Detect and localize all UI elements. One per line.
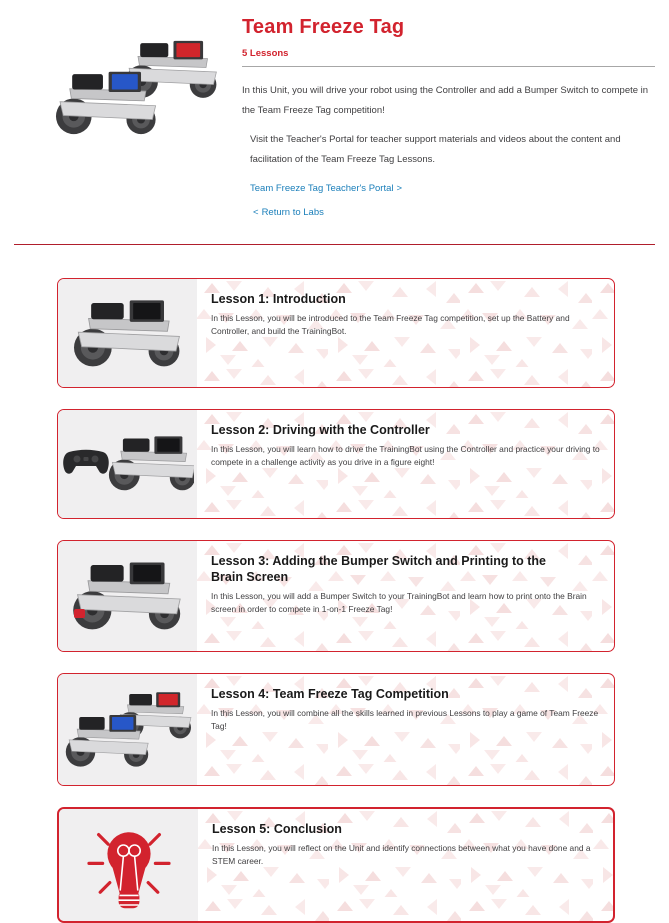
lesson-description: In this Lesson, you will add a Bumper Switch to your TrainingBot and learn how to print onto the Brain screen in order to compete in 1-on-1 Freeze Tag!	[211, 591, 587, 614]
lesson-title: Lesson 5: Conclusion	[212, 821, 342, 836]
header-divider	[242, 66, 655, 67]
controller-and-robot-illustration	[62, 424, 194, 504]
lesson-2-content	[197, 410, 607, 518]
lesson-card-5[interactable]	[57, 807, 615, 923]
unit-header-text	[242, 0, 655, 218]
lesson-card-1[interactable]	[57, 278, 615, 388]
return-to-labs-link[interactable]	[250, 207, 324, 218]
lesson-5-content	[198, 809, 608, 921]
lesson-title: Lesson 4: Team Freeze Tag Competition	[211, 686, 449, 701]
lesson-5-image	[59, 809, 198, 921]
lesson-description: In this Lesson, you will reflect on the Unit and identify connections between what you have done and a STEM career.	[212, 843, 591, 866]
trainingbot-illustration	[68, 290, 188, 376]
teacher-portal-link-label: Team Freeze Tag Teacher's Portal	[250, 182, 394, 194]
lesson-title: Lesson 3: Adding the Bumper Switch and Printing to the Brain Screen	[211, 553, 546, 584]
lightbulb-icon	[81, 817, 177, 913]
lesson-4-content	[197, 674, 607, 785]
bumper-switch-part	[74, 609, 85, 618]
two-robots-illustration	[48, 28, 228, 146]
section-divider	[14, 244, 655, 245]
lesson-2-image	[58, 410, 197, 518]
robot-with-bumper-illustration	[67, 552, 189, 640]
lesson-list	[57, 278, 615, 923]
page-title: Team Freeze Tag	[242, 16, 405, 38]
lesson-title: Lesson 1: Introduction	[211, 291, 346, 306]
lesson-3-content	[197, 541, 607, 651]
lesson-count-label: 5 Lessons	[242, 48, 289, 59]
teacher-portal-link[interactable]	[250, 183, 405, 194]
lesson-1-image	[58, 279, 197, 387]
lesson-1-content	[197, 279, 607, 387]
lesson-description: In this Lesson, you will be introduced to the Team Freeze Tag competition, set up the Battery and Controller, and build the TrainingBot.	[211, 313, 570, 336]
lesson-3-image	[58, 541, 197, 651]
lesson-title: Lesson 2: Driving with the Controller	[211, 422, 430, 437]
lesson-card-2[interactable]	[57, 409, 615, 519]
lesson-description: In this Lesson, you will combine all the skills learned in previous Lessons to play a game of Team Freeze Tag!	[211, 708, 599, 731]
lesson-card-4[interactable]	[57, 673, 615, 786]
lesson-card-3[interactable]	[57, 540, 615, 652]
lesson-description: In this Lesson, you will learn how to drive the TrainingBot using the Controller and practice your driving to compete in a challenge activity as you drive in a figure eight!	[211, 444, 600, 467]
chevron-right-icon: >	[396, 182, 403, 194]
chevron-left-icon: <	[253, 206, 259, 218]
lesson-4-image	[58, 674, 197, 785]
teacher-note: Visit the Teacher's Portal for teacher support materials and videos about the content and facilitation of the Team Freeze Tag Lessons.	[250, 133, 621, 165]
return-link-label: Return to Labs	[261, 206, 324, 218]
unit-hero-image	[48, 28, 228, 146]
unit-description: In this Unit, you will drive your robot using the Controller and add a Bumper Switch to compete in the Team Freeze Tag competition!	[242, 85, 649, 116]
two-robots-illustration	[61, 683, 195, 775]
unit-header	[0, 0, 669, 218]
